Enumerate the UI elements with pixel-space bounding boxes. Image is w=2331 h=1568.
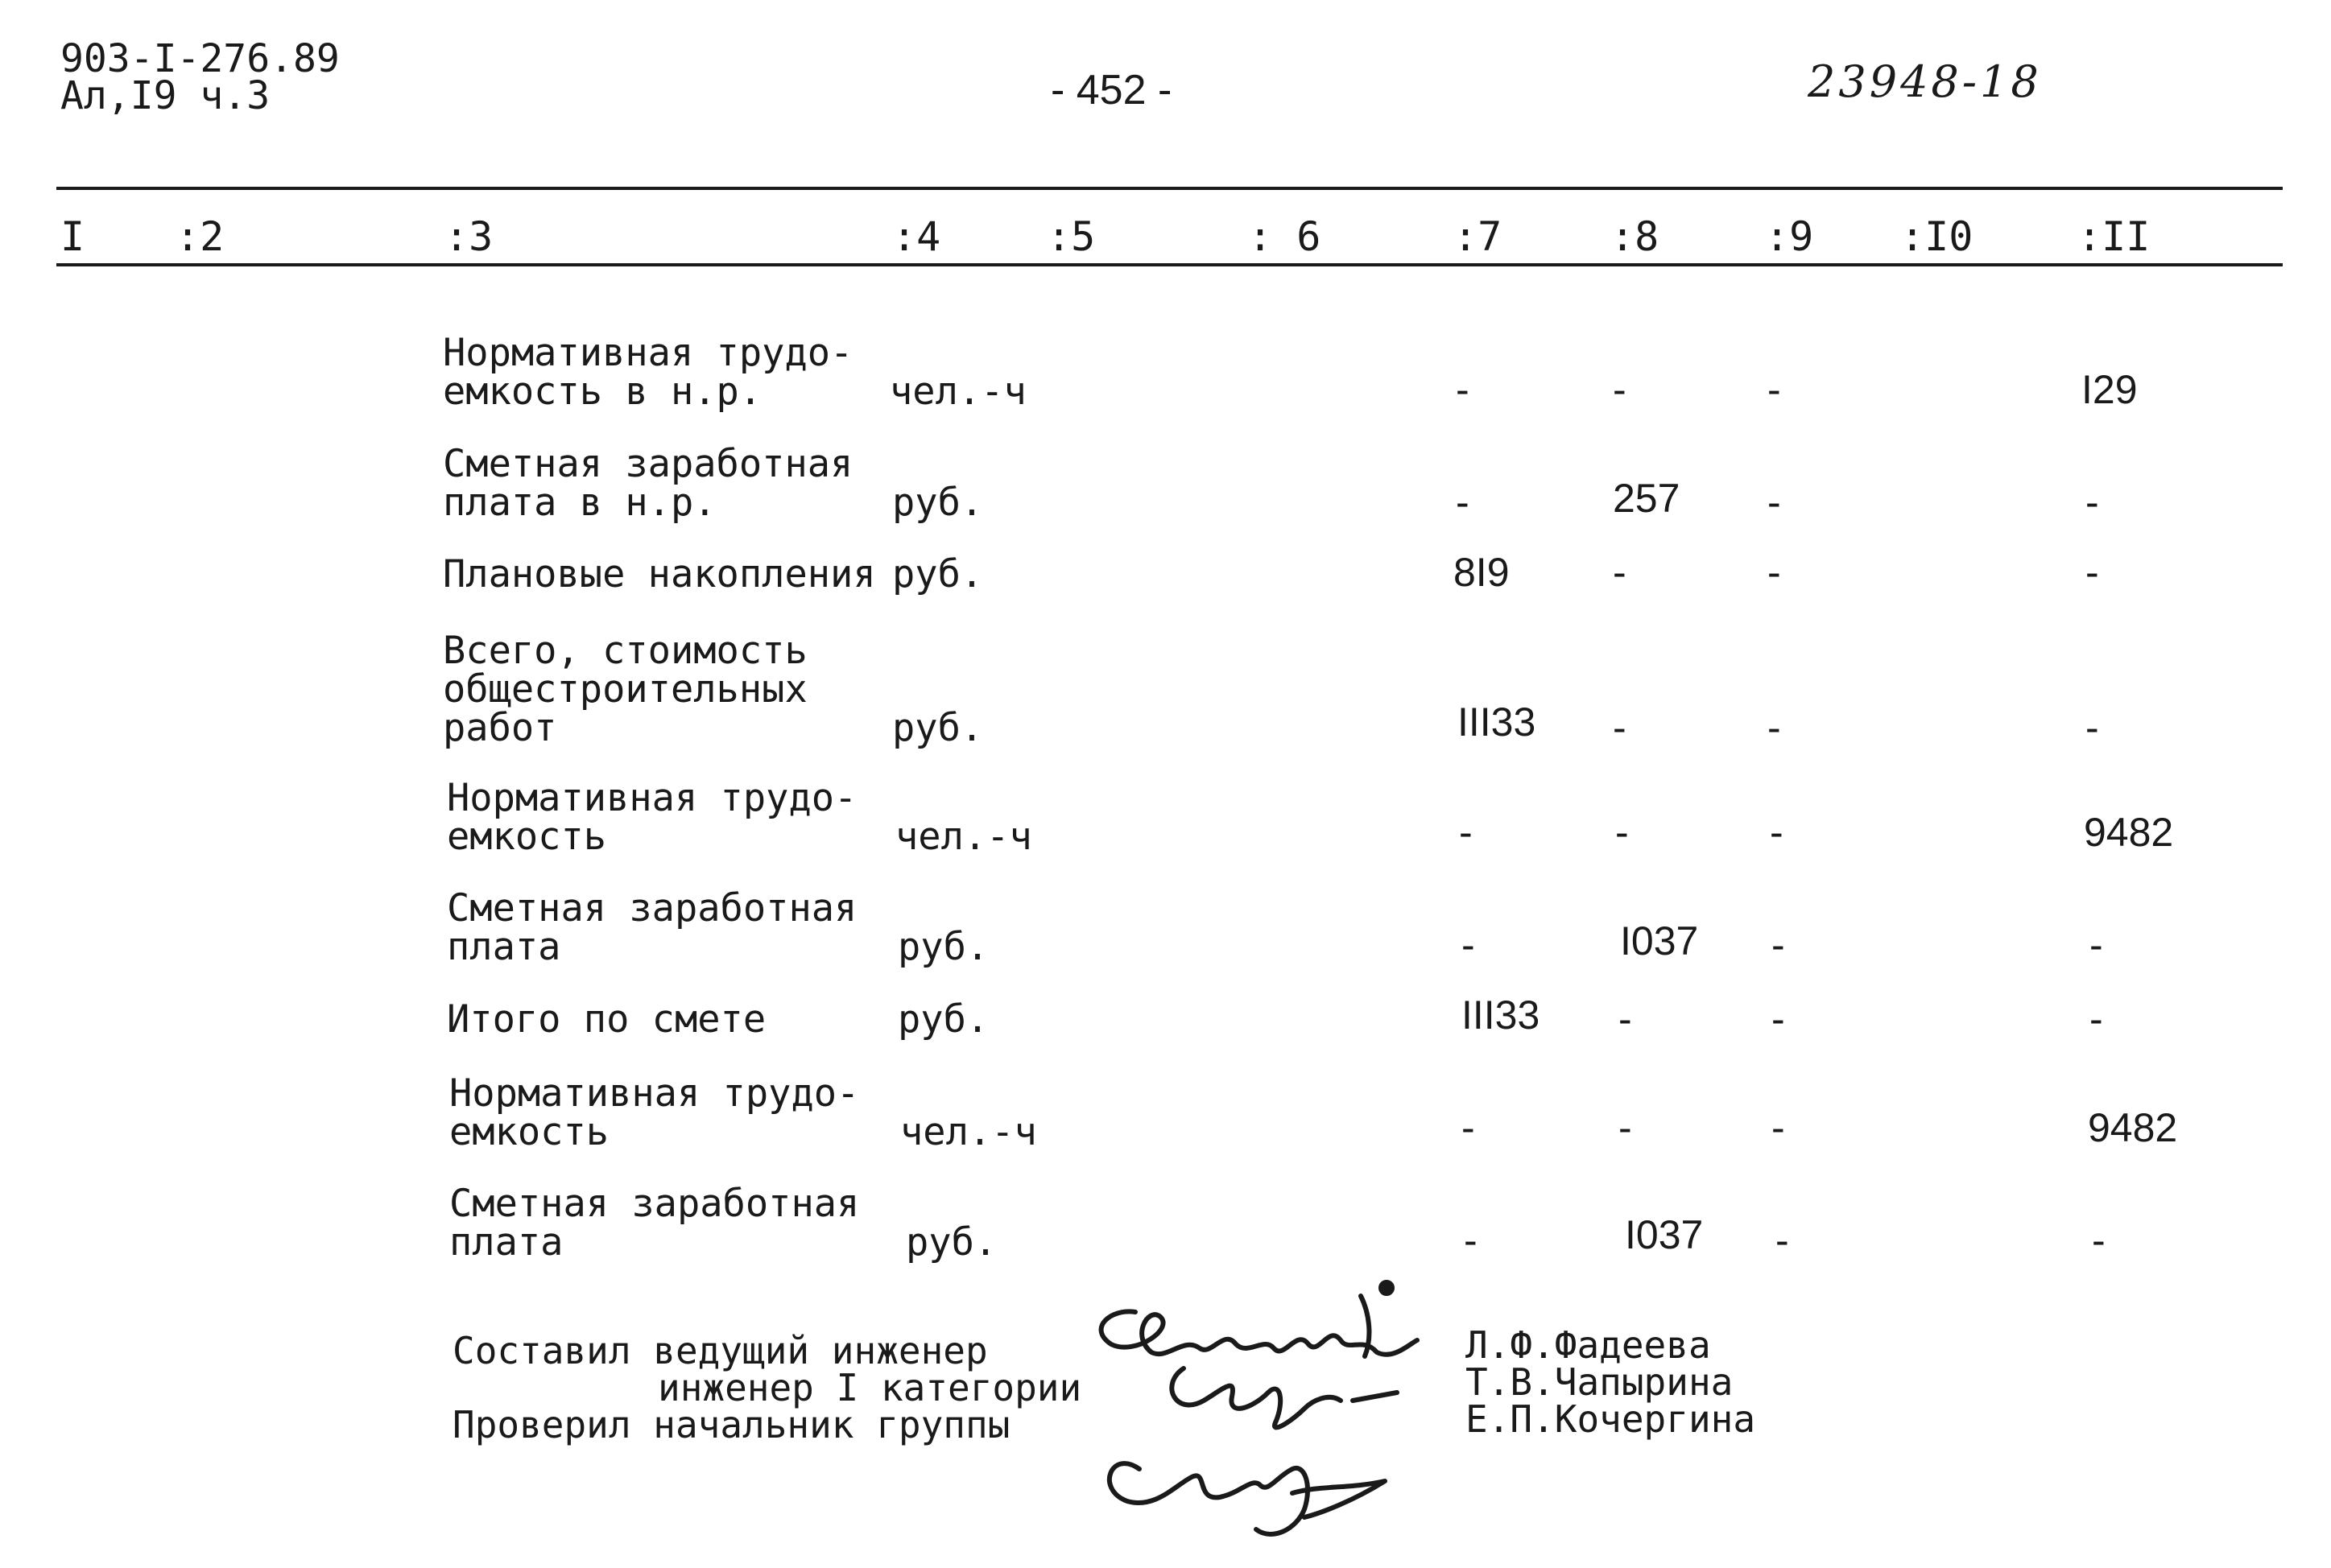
cell-col9: - xyxy=(1767,550,1781,595)
signatory-names xyxy=(1465,1323,1756,1441)
cell-col9: - xyxy=(1771,997,1785,1042)
cell-col7: - xyxy=(1459,810,1473,855)
row-unit: руб. xyxy=(892,552,984,596)
row-unit: руб. xyxy=(892,481,984,525)
row-unit: чел.-ч xyxy=(900,1110,1037,1154)
row-label: Нормативная трудо- емкость xyxy=(447,776,858,859)
cell-col8: - xyxy=(1613,705,1626,750)
table-header-rule xyxy=(56,263,2283,266)
cell-col7: - xyxy=(1461,1105,1475,1150)
cell-col7: 8I9 xyxy=(1453,550,1510,595)
row-unit: чел.-ч xyxy=(895,815,1032,859)
row-label: Сметная заработная плата xyxy=(449,1182,860,1265)
signatory-name-1: Л.Ф.Фадеева xyxy=(1465,1323,1711,1367)
cell-col9: - xyxy=(1767,705,1781,750)
signature-roles xyxy=(453,1329,1082,1446)
cell-col9: - xyxy=(1771,1105,1785,1150)
cell-col7: - xyxy=(1456,480,1469,525)
column-header-4: :4 xyxy=(892,213,941,260)
signatory-name-2: Т.В.Чапырина xyxy=(1465,1360,1734,1404)
cell-col11: - xyxy=(2085,705,2099,750)
cell-col7: - xyxy=(1461,922,1475,968)
row-label: Нормативная трудо- емкость xyxy=(449,1071,860,1154)
column-header-7: :7 xyxy=(1453,213,1502,260)
cell-col11: - xyxy=(2085,480,2099,525)
cell-col8: - xyxy=(1613,367,1626,412)
row-unit: руб. xyxy=(906,1220,998,1265)
row-unit: чел.-ч xyxy=(890,369,1027,414)
role-line-2: инженер I категории xyxy=(658,1366,1082,1409)
handwritten-signatures xyxy=(1063,1280,1449,1545)
page-number: - 452 - xyxy=(1051,67,1172,113)
document-code xyxy=(60,36,340,118)
cell-col8: I037 xyxy=(1625,1212,1704,1257)
cell-col9: - xyxy=(1767,367,1781,412)
row-unit: руб. xyxy=(892,706,984,750)
row-label: Всего, стоимость общестроительных работ xyxy=(443,629,808,750)
cell-col9: - xyxy=(1771,922,1785,968)
cell-col11: - xyxy=(2085,550,2099,595)
row-label: Итого по смете xyxy=(447,997,767,1042)
row-label: Плановые накопления xyxy=(443,552,876,596)
cell-col8: - xyxy=(1615,810,1629,855)
column-header-5: :5 xyxy=(1047,213,1096,260)
cell-col7: - xyxy=(1456,367,1469,412)
cell-col8: - xyxy=(1618,997,1632,1042)
document-code-line1: 903-I-276.89 xyxy=(60,36,340,81)
row-unit: руб. xyxy=(898,997,990,1042)
cell-col9: - xyxy=(1767,480,1781,525)
cell-col11: 9482 xyxy=(2084,810,2174,855)
row-label: Сметная заработная плата в н.р. xyxy=(443,442,853,525)
column-header-11: :II xyxy=(2077,213,2151,260)
row-unit: руб. xyxy=(898,925,990,969)
cell-col8: - xyxy=(1613,550,1626,595)
cell-col8: - xyxy=(1618,1105,1632,1150)
column-header-9: :9 xyxy=(1765,213,1814,260)
signatory-name-3: Е.П.Кочергина xyxy=(1465,1397,1756,1441)
role-line-3: Проверил начальник группы xyxy=(453,1403,1011,1446)
row-label: Сметная заработная плата xyxy=(447,886,858,969)
cell-col7: III33 xyxy=(1457,699,1536,745)
cell-col9: - xyxy=(1775,1218,1789,1263)
column-header-3: :3 xyxy=(444,213,494,260)
column-header-8: :8 xyxy=(1610,213,1659,260)
cell-col11: I29 xyxy=(2081,367,2138,412)
column-header-1: I xyxy=(60,213,85,260)
handwritten-archive-number: 23948-18 xyxy=(1808,56,2042,107)
cell-col11: 9482 xyxy=(2088,1105,2178,1150)
row-label: Нормативная трудо- емкость в н.р. xyxy=(443,331,853,414)
column-header-6: : 6 xyxy=(1248,213,1321,260)
cell-col8: I037 xyxy=(1620,918,1699,963)
table-top-rule xyxy=(56,187,2283,190)
cell-col9: - xyxy=(1770,810,1783,855)
role-line-1: Составил ведущий инженер xyxy=(453,1329,988,1372)
cell-col8: 257 xyxy=(1613,476,1680,521)
cell-col11: - xyxy=(2092,1218,2106,1263)
column-header-2: :2 xyxy=(176,213,225,260)
cell-col7: - xyxy=(1464,1218,1478,1263)
cell-col11: - xyxy=(2089,997,2103,1042)
cell-col11: - xyxy=(2089,922,2103,968)
document-code-line2: Ал,I9 ч.3 xyxy=(60,73,271,118)
column-header-10: :I0 xyxy=(1900,213,1973,260)
cell-col7: III33 xyxy=(1461,992,1540,1038)
